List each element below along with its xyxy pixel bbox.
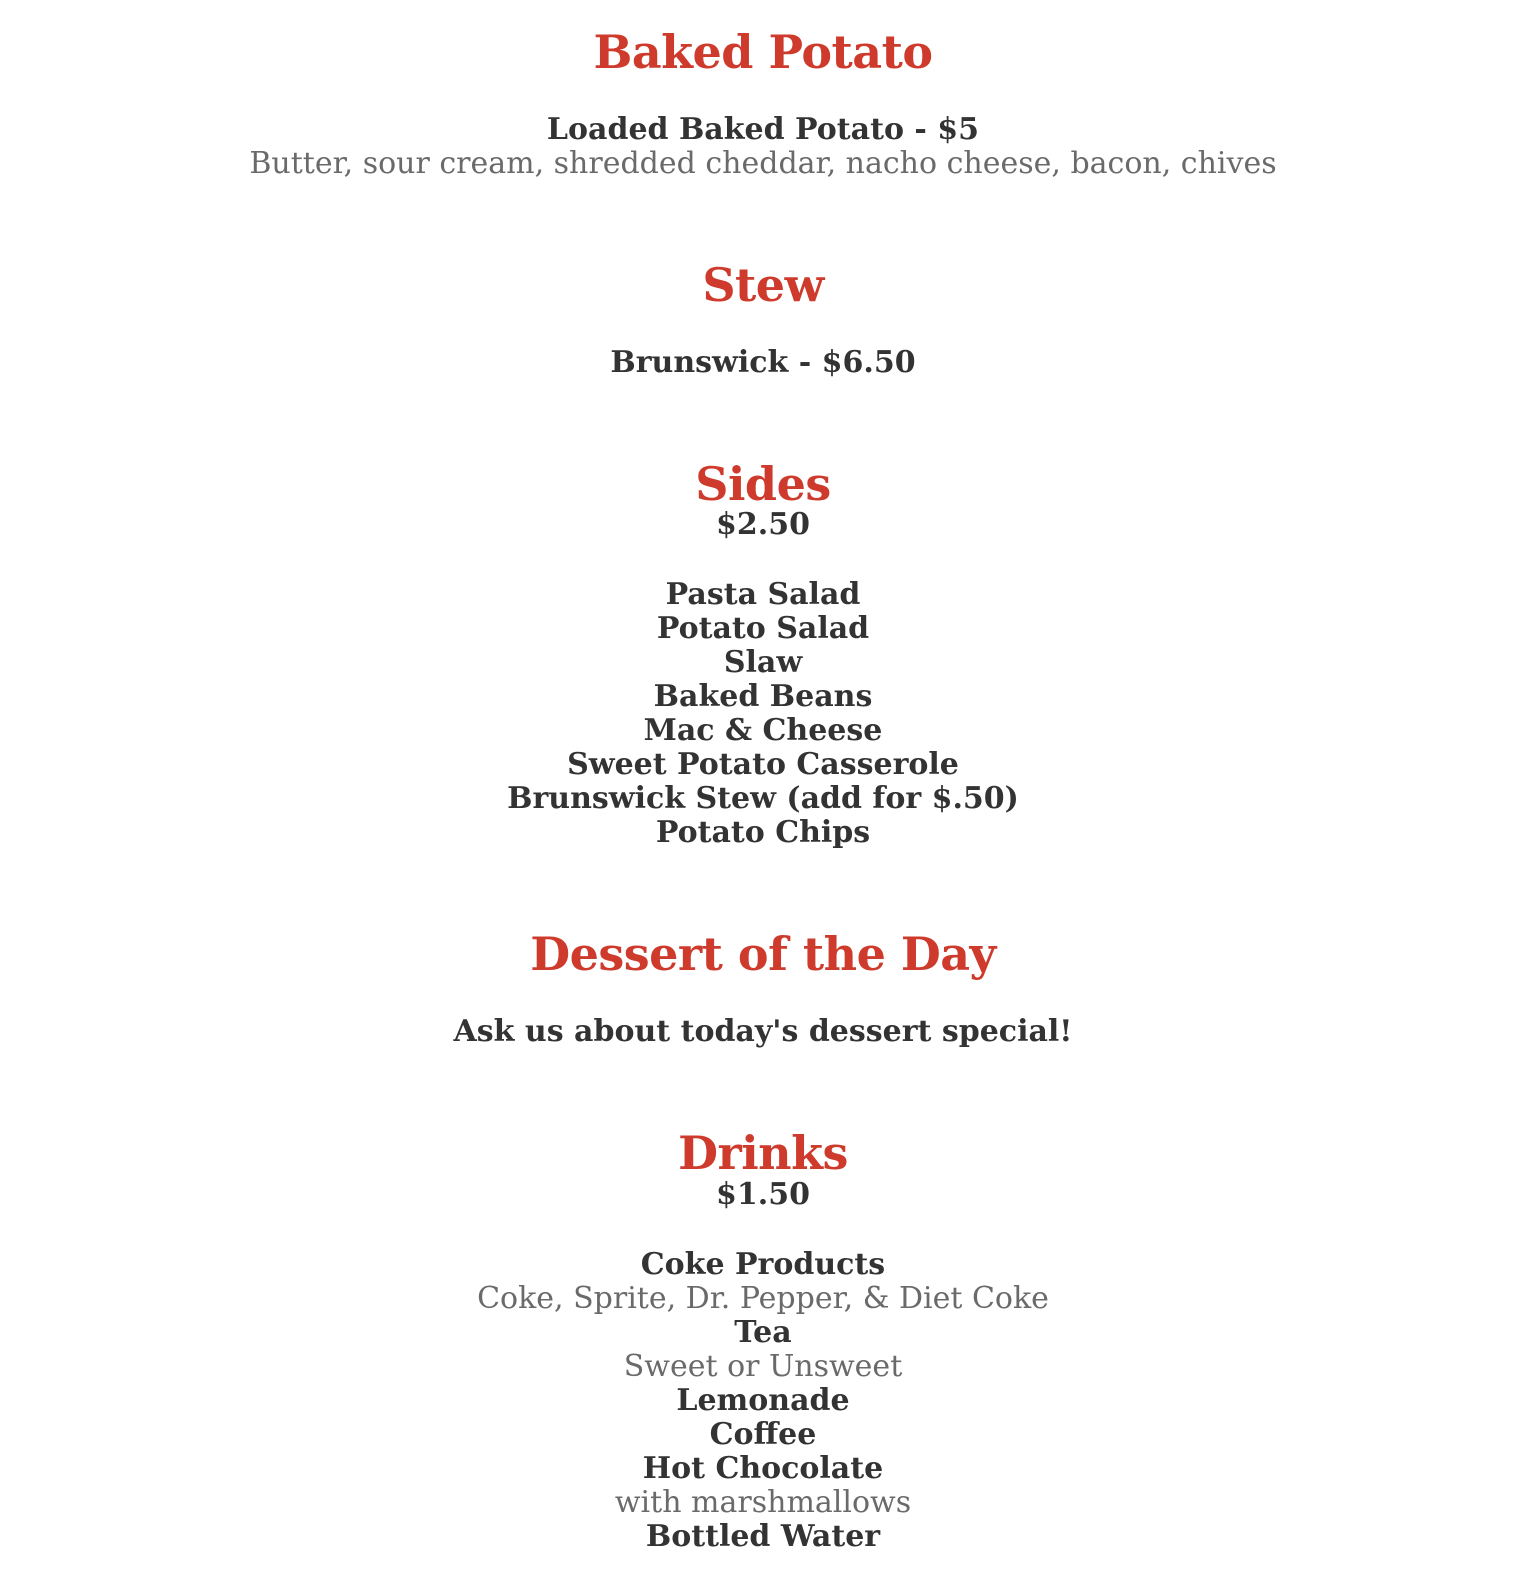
- section-price-note: $1.50: [716, 1176, 810, 1212]
- menu-item: [40, 646, 1486, 680]
- menu-item-name: Loaded Baked Potato - $5: [546, 111, 980, 147]
- menu-item: [40, 782, 1486, 816]
- menu-item: [40, 1248, 1486, 1316]
- section-items: [40, 578, 1486, 850]
- menu-item-name: Baked Beans: [653, 679, 873, 715]
- section-title: Sides: [695, 456, 831, 511]
- menu-section: [40, 456, 1486, 851]
- menu-section: [40, 1126, 1486, 1554]
- menu-item-name: Pasta Salad: [665, 577, 861, 613]
- menu-item-description: with marshmallows: [614, 1484, 912, 1520]
- menu-item-description: Sweet or Unsweet: [623, 1348, 903, 1384]
- menu-item: [40, 1452, 1486, 1520]
- menu-item: [40, 1384, 1486, 1418]
- menu-item: [40, 1520, 1486, 1554]
- menu-item: [40, 680, 1486, 714]
- menu-item: [40, 1418, 1486, 1452]
- menu-item-name: Ask us about today's dessert special!: [453, 1014, 1073, 1049]
- menu-item-description: Coke, Sprite, Dr. Pepper, & Diet Coke: [477, 1280, 1049, 1316]
- menu-item-name: Coke Products: [640, 1246, 886, 1282]
- menu-item-name: Bottled Water: [645, 1518, 881, 1554]
- menu-item-name: Hot Chocolate: [642, 1450, 884, 1486]
- menu-item-name: Lemonade: [676, 1382, 850, 1418]
- section-items: [40, 1015, 1486, 1049]
- menu-item-name: Sweet Potato Casserole: [567, 747, 959, 783]
- menu-item: [40, 714, 1486, 748]
- menu-item: [40, 578, 1486, 612]
- section-title: Drinks: [678, 1126, 848, 1180]
- menu-item-name: Tea: [734, 1314, 792, 1350]
- menu-item: [40, 748, 1486, 782]
- menu-section: [40, 25, 1486, 181]
- menu-item: [40, 113, 1486, 181]
- menu-item: [40, 612, 1486, 646]
- menu-item: [40, 346, 1486, 380]
- section-title: Baked Potato: [593, 25, 933, 79]
- menu-item-name: Slaw: [723, 645, 803, 681]
- section-items: [40, 1248, 1486, 1554]
- menu-item-name: Coffee: [709, 1416, 817, 1452]
- section-title: Stew: [702, 257, 824, 312]
- menu-item-name: Mac & Cheese: [643, 713, 883, 749]
- menu-item-description: Butter, sour cream, shredded cheddar, nacho cheese, bacon, chives: [249, 145, 1277, 181]
- menu-section: [40, 257, 1486, 380]
- menu-item-name: Potato Chips: [655, 815, 871, 851]
- menu-section: [40, 927, 1486, 1049]
- section-title: Dessert of the Day: [530, 927, 996, 982]
- section-items: [40, 113, 1486, 181]
- menu-item: [40, 1316, 1486, 1384]
- section-items: [40, 346, 1486, 380]
- menu-item: [40, 1015, 1486, 1049]
- menu-item-name: Potato Salad: [656, 611, 870, 647]
- menu-item-name: Brunswick - $6.50: [610, 344, 916, 380]
- menu-item-name: Brunswick Stew (add for $.50): [507, 781, 1019, 817]
- menu-item: [40, 816, 1486, 850]
- section-price-note: $2.50: [716, 507, 810, 543]
